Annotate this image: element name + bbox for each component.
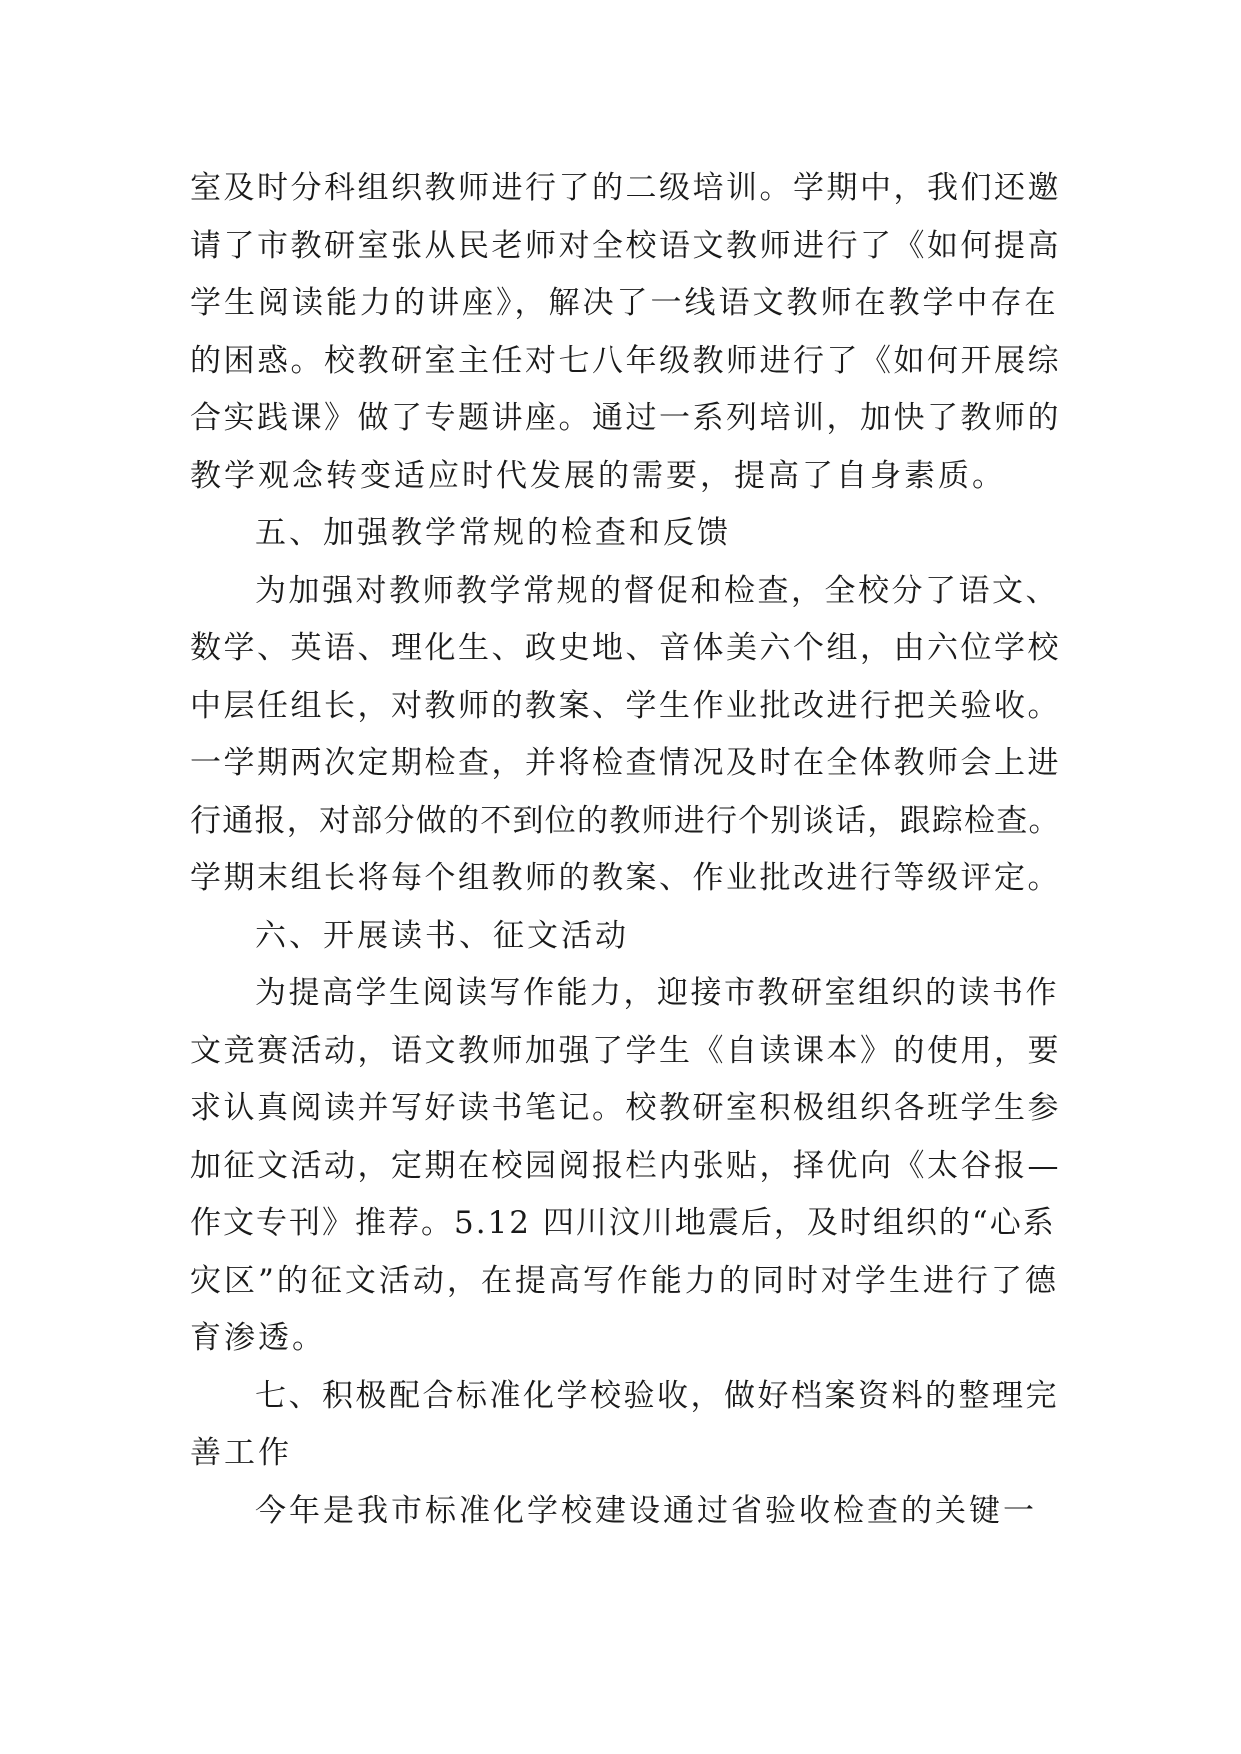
text-line: 求认真阅读并写好读书笔记。校教研室积极组织各班学生参 <box>190 1090 1061 1126</box>
text-line: 为提高学生阅读写作能力，迎接市教研室组织的读书作 <box>255 975 1059 1011</box>
text-line: 灾区”的征文活动，在提高写作能力的同时对学生进行了德 <box>190 1262 1059 1299</box>
text-line: 合实践课》做了专题讲座。通过一系列培训，加快了教师的 <box>190 400 1061 436</box>
text-line: 文竞赛活动，语文教师加强了学生《自读课本》的使用，要 <box>190 1032 1061 1069</box>
text-line: 作文专刊》推荐。5.12 四川汶川地震后，及时组织的“心系 <box>190 1205 1056 1241</box>
text-line: 为加强对教师教学常规的督促和检查，全校分了语文、 <box>255 572 1059 609</box>
text-line: 数学、英语、理化生、政史地、音体美六个组，由六位学校 <box>190 630 1061 666</box>
section-heading: 六、开展读书、征文活动 <box>255 917 629 954</box>
text-line: 行通报，对部分做的不到位的教师进行个别谈话，跟踪检查。 <box>190 802 1061 839</box>
text-line: 今年是我市标准化学校建设通过省验收检查的关键一 <box>255 1492 1037 1529</box>
text-line: 一学期两次定期检查，并将检查情况及时在全体教师会上进 <box>190 745 1061 781</box>
text-line: 中层任组长，对教师的教案、学生作业批改进行把关验收。 <box>190 687 1061 724</box>
text-line: 学期末组长将每个组教师的教案、作业批改进行等级评定。 <box>190 860 1061 896</box>
text-line: 学生阅读能力的讲座》，解决了一线语文教师在教学中存在 <box>190 285 1059 321</box>
section-heading: 七、积极配合标准化学校验收，做好档案资料的整理完 <box>255 1377 1059 1414</box>
text-line: 加征文活动，定期在校园阅报栏内张贴，择优向《太谷报— <box>190 1147 1061 1184</box>
text-line: 教学观念转变适应时代发展的需要，提高了自身素质。 <box>190 457 1006 494</box>
text-line: 室及时分科组织教师进行了的二级培训。学期中，我们还邀 <box>190 170 1061 206</box>
section-heading: 善工作 <box>190 1435 292 1471</box>
section-heading: 五、加强教学常规的检查和反馈 <box>255 515 731 551</box>
document-body <box>190 160 1060 1540</box>
text-line: 请了市教研室张从民老师对全校语文教师进行了《如何提高 <box>190 227 1061 264</box>
text-line: 育渗透。 <box>190 1320 326 1356</box>
text-line: 的困惑。校教研室主任对七八年级教师进行了《如何开展综 <box>190 342 1061 379</box>
